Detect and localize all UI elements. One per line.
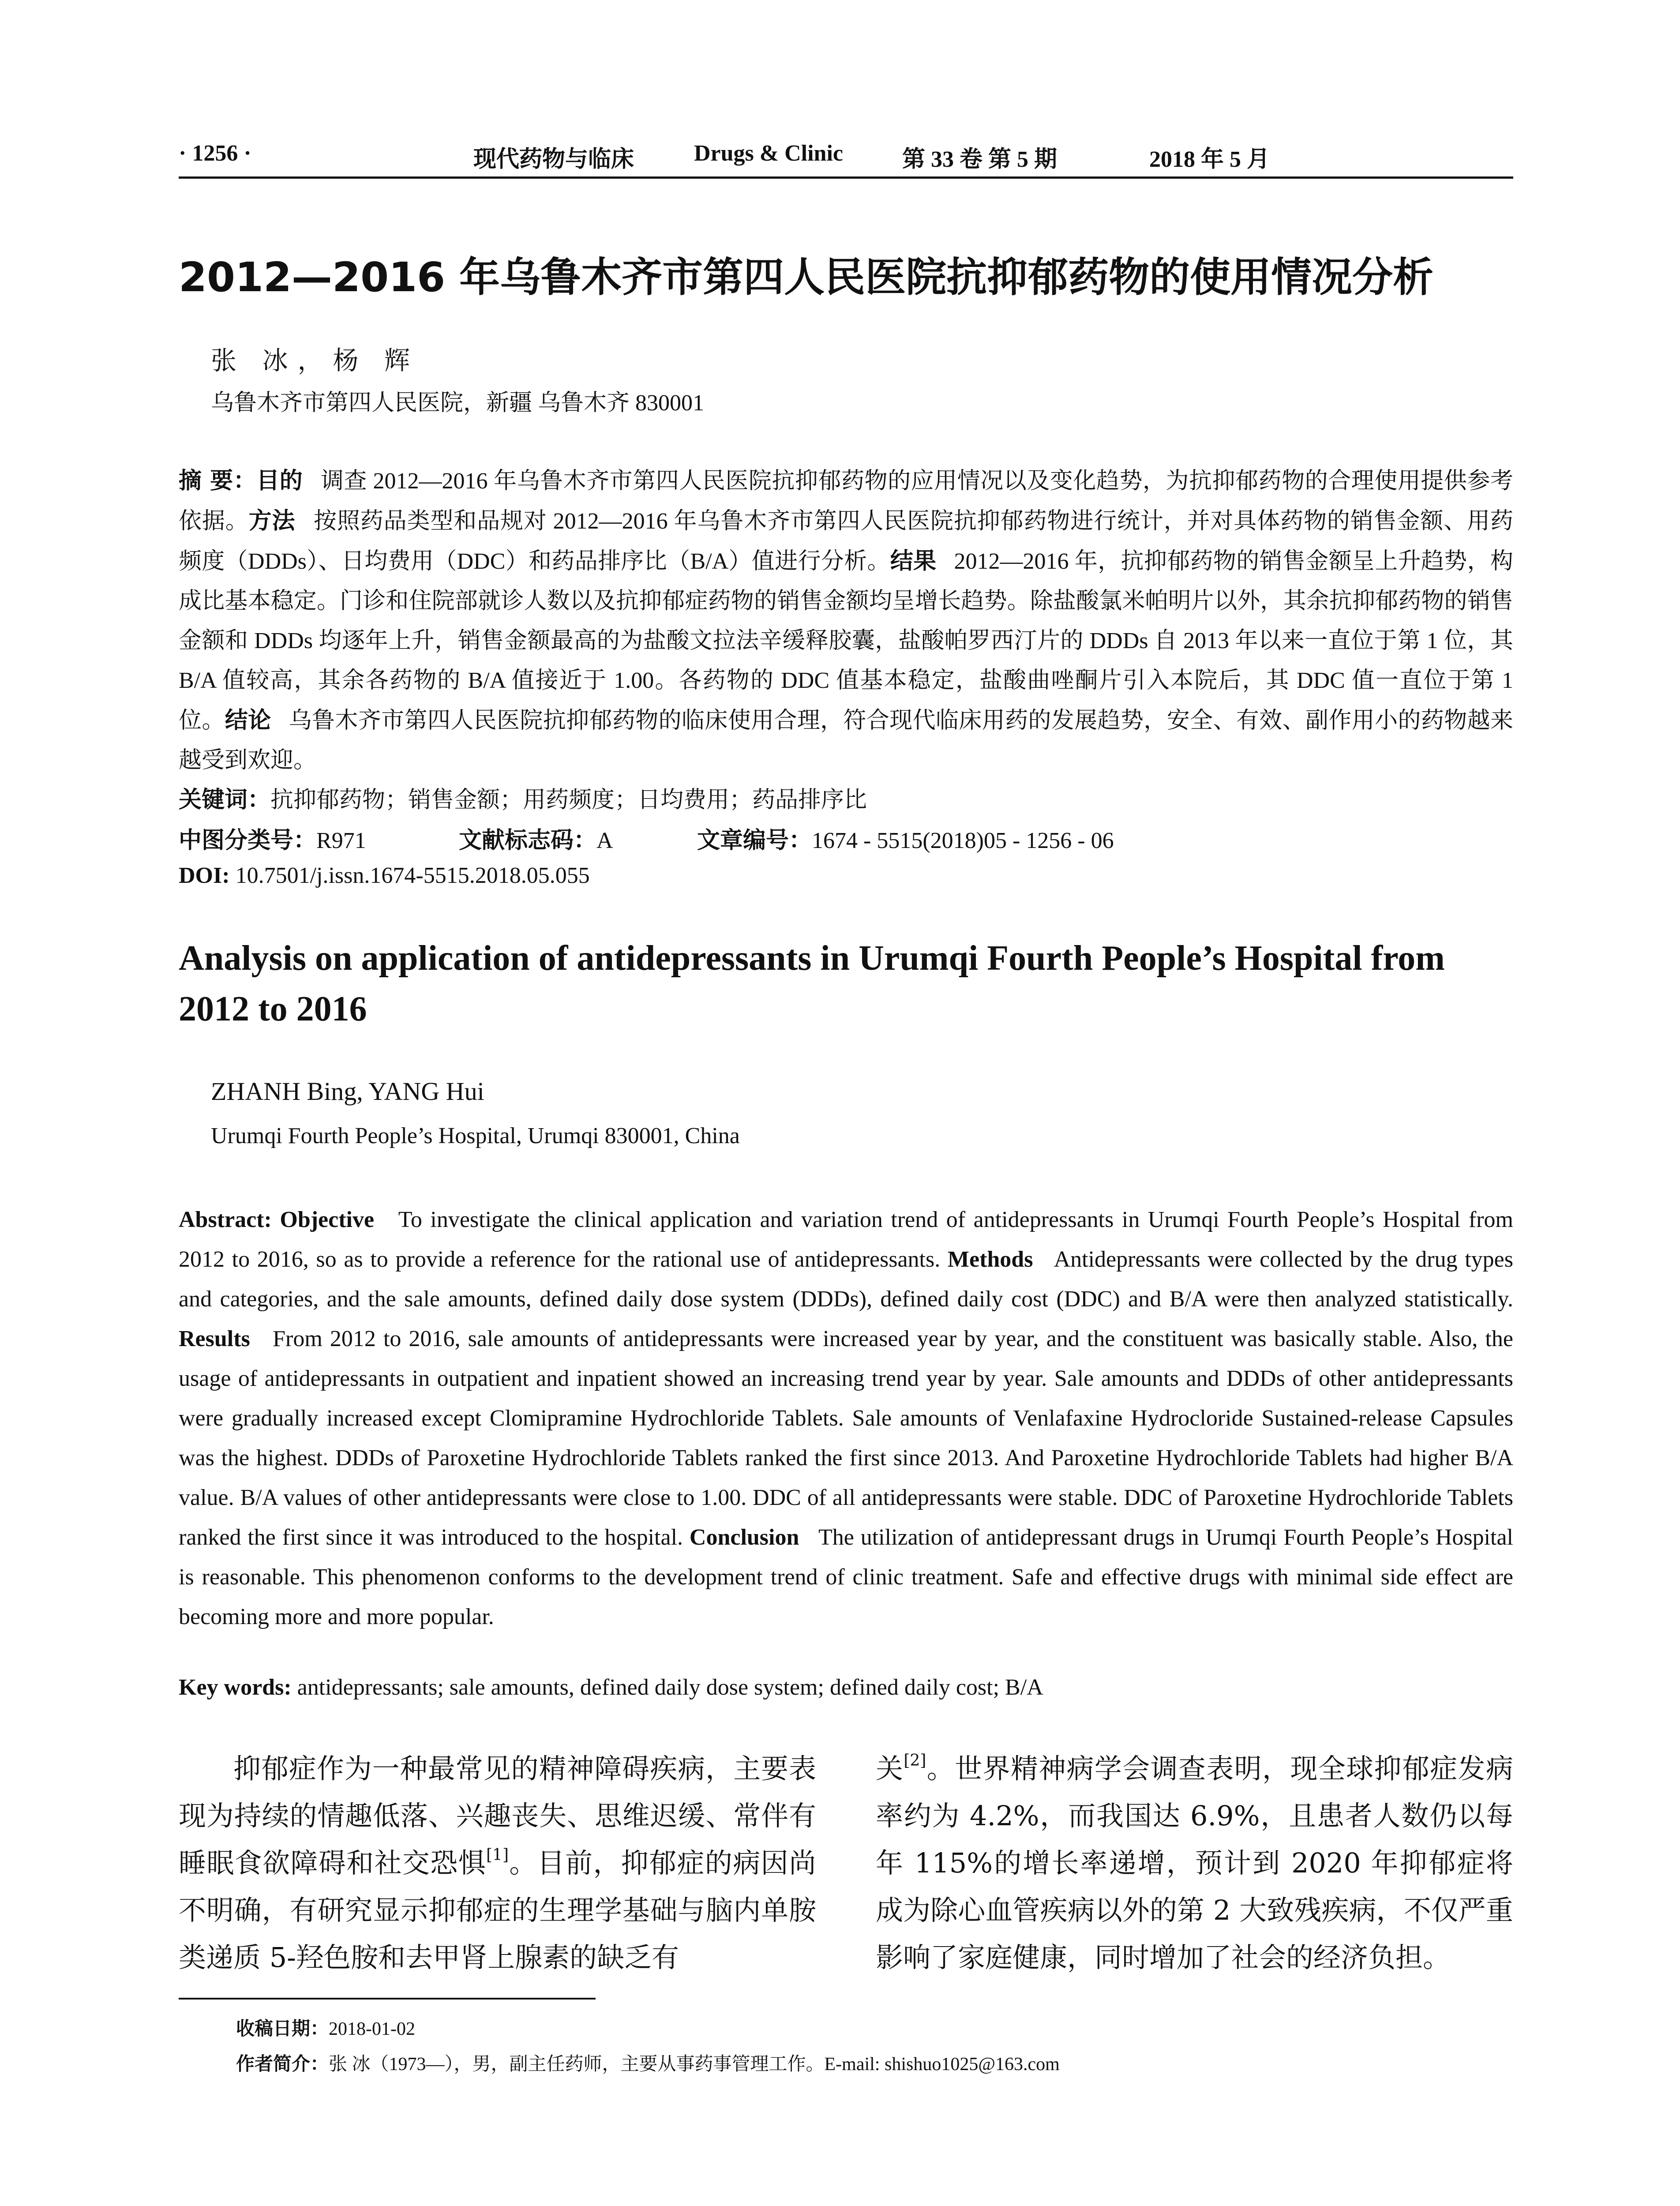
keywords-cn-label: 关键词： <box>179 787 271 813</box>
methods-label-en: Methods <box>947 1247 1033 1272</box>
title-en: Analysis on application of antidepressants in Urumqi Fourth People’s Hospital from 2012 to 2016 <box>179 939 1445 1028</box>
footnote-rule <box>179 1998 596 2000</box>
clc-label: 中图分类号： <box>179 827 317 854</box>
doi-line <box>179 863 1513 889</box>
affiliation-en: Urumqi Fourth People’s Hospital, Urumqi 830001, China <box>211 1123 740 1148</box>
citation-ref: [2] <box>904 1752 926 1770</box>
keywords-en-label: Key words: <box>179 1675 292 1700</box>
authors-en: ZHANH Bing, YANG Hui <box>211 1077 484 1106</box>
affiliation-cn: 乌鲁木齐市第四人民医院，新疆 乌鲁木齐 830001 <box>211 390 705 416</box>
header-rule <box>179 176 1513 179</box>
journal-name-cn: 现代药物与临床 <box>473 147 634 172</box>
article-no-value: 1674 - 5515(2018)05 - 1256 - 06 <box>812 828 1114 853</box>
methods-en: Antidepressants were collected by the drug types and categories, and the sale amounts, defined daily dose system (DDDs), defined daily cost (DDC) and B/A were then analyzed statistically. <box>179 1247 1513 1312</box>
classification-line <box>179 822 1513 855</box>
methods-cn: 按照药品类型和品规对 2012—2016 年乌鲁木齐市第四人民医院抗抑郁药物进行统计，并对具体药物的销售金额、用药频度（DDDs）、日均费用（DDC）和药品排序比（B/A）值进行分析。 <box>179 509 1513 574</box>
doc-code-value: A <box>596 828 613 853</box>
article-no-label: 文章编号： <box>697 827 812 854</box>
keywords-en <box>179 1674 1513 1700</box>
results-cn: 2012—2016 年，抗抑郁药物的销售金额呈上升趋势，构成比基本稳定。门诊和住院部就诊人数以及抗抑郁症药物的销售金额均呈增长趋势。除盐酸氯米帕明片以外，其余抗抑郁药物的销售金额和 DDDs 均逐年上升，销售金额最高的为盐酸文拉法辛缓释胶囊，盐酸帕罗西汀片的 DDDs 自 2013 年以来一直位于第 1 位，其 B/A 值较高，其余各药物的 B/A 值接近于 1.00。各药物的 DDC 值基本稳定，盐酸曲唑酮片引入本院后，其 DDC 值一直位于第 1 位。 <box>179 549 1513 733</box>
footnote-received <box>236 2014 415 2041</box>
body-paragraph <box>876 1745 1513 1981</box>
journal-name-en: Drugs & Clinic <box>694 141 843 166</box>
conclusion-cn: 乌鲁木齐市第四人民医院抗抑郁药物的临床使用合理，符合现代临床用药的发展趋势，安全、有效、副作用小的药物越来越受到欢迎。 <box>179 708 1513 773</box>
conclusion-en: The utilization of antidepressant drugs in Urumqi Fourth People’s Hospital is reasonable. This phenomenon conforms to the development trend of clinic treatment. Safe and effective drugs with minimal side effect are becoming more and more popular. <box>179 1525 1514 1629</box>
received-date: 2018-01-02 <box>329 2019 415 2039</box>
body-text: 抑郁症作为一种最常见的精神障碍疾病，主要表现为持续的情趣低落、兴趣丧失、思维迟缓、常伴有睡眠食欲障碍和社交恐惧 <box>179 1752 816 1879</box>
doc-code-label: 文献标志码： <box>459 827 597 854</box>
keywords-cn <box>179 781 1513 814</box>
keywords-en-value: antidepressants; sale amounts, defined daily dose system; defined daily cost; B/A <box>297 1675 1043 1700</box>
methods-label-cn: 方法 <box>248 508 296 534</box>
abstract-cn <box>179 461 1513 780</box>
page-number: · 1256 · <box>179 141 251 166</box>
running-header <box>179 140 1513 176</box>
abstract-en-label: Abstract: <box>179 1207 272 1232</box>
issue-date: 2018 年 5 月 <box>1149 147 1270 172</box>
objective-cn: 调查 2012—2016 年乌鲁木齐市第四人民医院抗抑郁药物的应用情况以及变化趋势，为抗抑郁药物的合理使用提供参考依据。 <box>179 469 1513 534</box>
results-label-cn: 结果 <box>890 548 937 574</box>
results-en: From 2012 to 2016, sale amounts of antidepressants were increased year by year, and the constituent was basically stable. Also, the usage of antidepressants in outpatient and inpatient showed an increasing trend year by year. Sale amounts and DDDs of other antidepressants were gradually increased except Clomipramine Hydrochloride Tablets. Sale amounts of Venlafaxine Hydrocloride Sustained-release Capsules was the highest. DDDs of Paroxetine Hydrochloride Tablets ranked the first since 2013. And Paroxetine Hydrochloride Tablets had higher B/A value. B/A values of other antidepressants were close to 1.00. DDC of all antidepressants were stable. DDC of Paroxetine Hydrochloride Tablets ranked the first since it was introduced to the hospital. <box>179 1326 1514 1550</box>
body-text: 。世界精神病学会调查表明，现全球抑郁症发病率约为 4.2%，而我国达 6.9%，且患者人数仍以每年 115%的增长率递增，预计到 2020 年抑郁症将成为除心血管疾病以外的第 2 大致残疾病，不仅严重影响了家庭健康，同时增加了社会的经济负担。 <box>876 1752 1513 1973</box>
body-column-right <box>876 1745 1513 1981</box>
author-bio-label: 作者简介： <box>236 2053 329 2075</box>
author-bio: 张 冰（1973—），男，副主任药师，主要从事药事管理工作。E-mail: shishuo1025@163.com <box>329 2054 1060 2075</box>
body-text: 。目前，抑郁症的病因尚不明确，有研究显示抑郁症的生理学基础与脑内单胺类递质 5-羟色胺和去甲肾上腺素的缺乏有 <box>179 1847 816 1973</box>
volume-issue: 第 33 卷 第 5 期 <box>902 147 1058 172</box>
objective-label-cn: 目的 <box>256 468 303 494</box>
title-cn: 2012—2016 年乌鲁木齐市第四人民医院抗抑郁药物的使用情况分析 <box>179 254 1434 301</box>
conclusion-label-en: Conclusion <box>689 1525 799 1550</box>
results-label-en: Results <box>179 1326 250 1351</box>
doi-label: DOI: <box>179 863 230 888</box>
objective-en: To investigate the clinical application and variation trend of antidepressants in Urumqi Fourth People’s Hospital from 2012 to 2016, so as to provide a reference for the rational use of antidepressants. <box>179 1207 1513 1272</box>
abstract-en <box>179 1200 1513 1637</box>
objective-label-en: Objective <box>280 1207 375 1232</box>
body-text: 关 <box>876 1752 904 1785</box>
abstract-cn-label: 摘 要： <box>179 468 257 494</box>
received-label: 收稿日期： <box>236 2018 329 2039</box>
doi-value: 10.7501/j.issn.1674-5515.2018.05.055 <box>235 863 590 888</box>
keywords-cn-value: 抗抑郁药物；销售金额；用药频度；日均费用；药品排序比 <box>270 788 867 813</box>
footnote-author <box>236 2049 1060 2076</box>
conclusion-label-cn: 结论 <box>225 707 271 734</box>
authors-cn: 张 冰，杨 辉 <box>211 346 420 375</box>
body-column-left <box>179 1745 816 1981</box>
citation-ref: [1] <box>486 1846 509 1864</box>
clc-value: R971 <box>316 828 366 853</box>
body-paragraph <box>179 1745 816 1981</box>
